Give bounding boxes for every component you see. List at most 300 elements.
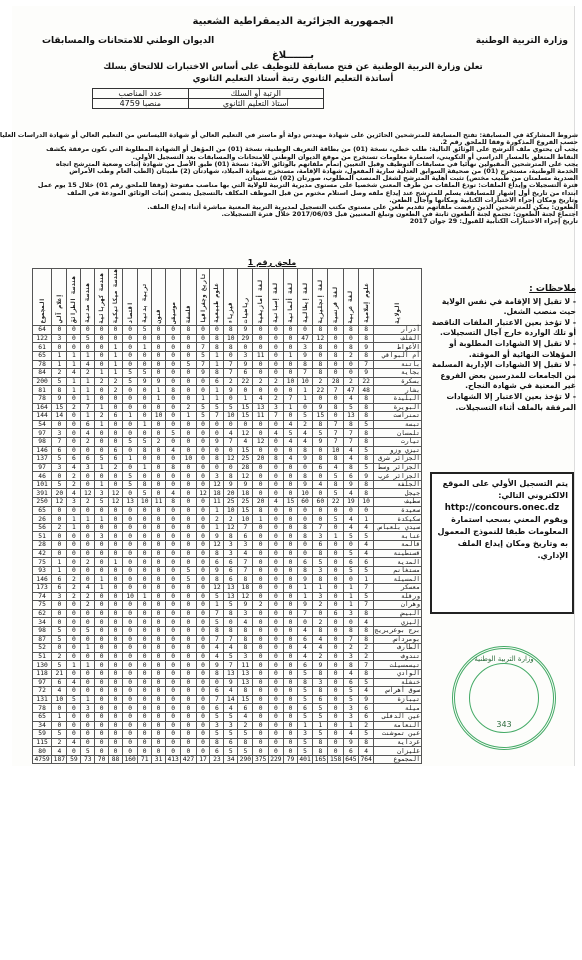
table-cell: 15 — [284, 498, 298, 507]
table-cell: 0 — [67, 566, 81, 575]
table-cell: 0 — [122, 420, 137, 429]
province-cell: النعامة — [374, 721, 422, 730]
table-cell: 12 — [238, 429, 253, 438]
table-cell: 0 — [138, 652, 152, 661]
province-cell: سكيكدة — [374, 515, 422, 524]
province-cell: البيض — [374, 609, 422, 618]
column-header: علوم طبيعية — [210, 269, 224, 326]
table-cell: 0 — [210, 463, 224, 472]
table-cell: 0 — [253, 730, 268, 739]
table-cell: 0 — [138, 403, 152, 412]
table-cell: 0 — [166, 394, 181, 403]
table-cell: 8 — [166, 463, 181, 472]
table-cell: 0 — [268, 532, 283, 541]
table-cell: 3 — [224, 721, 238, 730]
table-row — [33, 437, 422, 446]
table-cell: 0 — [284, 652, 298, 661]
table-cell: 0 — [138, 738, 152, 747]
table-cell: 0 — [152, 695, 166, 704]
table-cell: 0 — [196, 635, 210, 644]
table-cell: 0 — [67, 635, 81, 644]
table-row — [33, 618, 422, 627]
province-cell: الجزائر شرق — [374, 455, 422, 464]
table-cell: 18 — [238, 584, 253, 593]
table-cell: 8 — [313, 626, 328, 635]
total-row — [33, 755, 422, 764]
table-cell: 5 — [328, 472, 343, 481]
table-cell: 0 — [253, 343, 268, 352]
table-cell: 22 — [359, 377, 374, 386]
table-cell: 0 — [95, 730, 109, 739]
province-cell: المدية — [374, 558, 422, 567]
table-cell: 0 — [284, 609, 298, 618]
table-cell: 0 — [166, 661, 181, 670]
province-cell: عين تموشنت — [374, 730, 422, 739]
table-cell: 0 — [181, 618, 196, 627]
column-header: فيزياء — [224, 269, 238, 326]
table-cell: 4 — [297, 652, 312, 661]
table-cell: 0 — [297, 541, 312, 550]
table-cell: 0 — [81, 618, 95, 627]
table-cell: 4 — [81, 360, 95, 369]
table-cell: 2 — [181, 403, 196, 412]
table-cell: 0 — [166, 334, 181, 343]
table-cell: 0 — [196, 446, 210, 455]
table-cell: 11 — [253, 412, 268, 421]
table-cell: 0 — [268, 609, 283, 618]
table-cell: 158 — [329, 756, 342, 764]
table-cell: 3 — [313, 678, 328, 687]
table-cell: 18 — [210, 489, 224, 498]
table-cell: 0 — [152, 558, 166, 567]
table-cell: 0 — [152, 420, 166, 429]
table-cell: 0 — [181, 377, 196, 386]
table-cell: 9 — [313, 403, 328, 412]
table-cell: 0 — [166, 360, 181, 369]
table-cell: 5 — [122, 472, 137, 481]
table-cell: 0 — [268, 575, 283, 584]
table-cell: 0 — [52, 472, 67, 481]
province-cell: بومرداس — [374, 635, 422, 644]
table-cell: 0 — [166, 480, 181, 489]
table-cell: 4 — [343, 455, 358, 464]
registration-url[interactable]: http://concours.onec.dz — [444, 503, 560, 513]
table-cell: 74 — [33, 592, 52, 601]
table-cell: 4 — [81, 584, 95, 593]
province-cell: البويرة — [374, 403, 422, 412]
table-cell: 6 — [52, 584, 67, 593]
table-cell: 0 — [152, 403, 166, 412]
table-cell: 4 — [343, 515, 358, 524]
table-cell: 0 — [253, 472, 268, 481]
table-cell: 60 — [313, 498, 328, 507]
column-header: لغة فرنسية — [328, 269, 343, 326]
table-cell: 60 — [297, 498, 312, 507]
table-cell: 0 — [122, 584, 137, 593]
table-cell: 0 — [284, 489, 298, 498]
table-cell: 0 — [181, 730, 196, 739]
table-cell: 0 — [67, 730, 81, 739]
table-cell: 290 — [239, 756, 252, 764]
conditions-line: تاريخ إجراء الاختبارات الكتابية للقبول: 29 جوان 2017 — [409, 217, 578, 226]
table-cell: 0 — [196, 609, 210, 618]
table-row — [33, 738, 422, 747]
table-cell: 200 — [33, 377, 52, 386]
table-cell: 0 — [166, 712, 181, 721]
stamp-number: 343 — [496, 720, 512, 729]
table-cell: 0 — [284, 549, 298, 558]
table-row — [33, 498, 422, 507]
table-cell: 2 — [359, 644, 374, 653]
table-cell: 0 — [138, 704, 152, 713]
table-row — [33, 601, 422, 610]
table-cell: 0 — [138, 669, 152, 678]
table-cell: 5 — [343, 532, 358, 541]
table-cell: 7 — [210, 695, 224, 704]
table-cell: 5 — [138, 326, 152, 335]
table-cell: 0 — [253, 687, 268, 696]
table-cell: 0 — [181, 661, 196, 670]
column-header: لغة ألمانية — [284, 269, 298, 326]
table-cell: 0 — [138, 730, 152, 739]
table-cell: 131 — [33, 695, 52, 704]
table-cell: 9 — [297, 455, 312, 464]
table-cell: 0 — [181, 747, 196, 756]
province-cell: بسكرة — [374, 377, 422, 386]
table-cell: 8 — [343, 463, 358, 472]
table-cell: 0 — [122, 669, 137, 678]
table-cell: 0 — [122, 549, 137, 558]
table-cell: 70 — [95, 755, 109, 764]
table-cell: 81 — [33, 386, 52, 395]
table-cell: 2 — [268, 377, 283, 386]
table-cell: 1 — [343, 721, 358, 730]
column-header: الولاية — [374, 269, 422, 326]
table-cell: 0 — [284, 334, 298, 343]
table-cell: 2 — [297, 420, 312, 429]
table-cell: 0 — [122, 343, 137, 352]
table-cell: 0 — [166, 738, 181, 747]
table-cell: 5 — [196, 403, 210, 412]
province-cell: تندوف — [374, 652, 422, 661]
table-cell: 9 — [138, 377, 152, 386]
table-cell: 1 — [81, 377, 95, 386]
table-cell: 4 — [67, 738, 81, 747]
table-cell: 12 — [224, 455, 238, 464]
table-cell: 0 — [109, 644, 123, 653]
table-cell: 71 — [138, 755, 152, 764]
table-cell: 0 — [138, 721, 152, 730]
table-cell: 0 — [253, 369, 268, 378]
column-header: رياضيات — [238, 269, 253, 326]
table-cell: 20 — [253, 455, 268, 464]
table-cell: 5 — [52, 730, 67, 739]
table-cell: 8 — [313, 343, 328, 352]
conditions-line: فترة التسجيلات وإيداع الملفات: تودع الملفات من طرف المعني شخصيا على مستوى مديرية التربية للولاية التي بها مناصب مفتوحة (وفقا للملحق رقم 01) خلال 15 يوم عمل — [37, 181, 578, 190]
table-cell: 0 — [166, 730, 181, 739]
table-cell: 10 — [359, 498, 374, 507]
table-cell: 4 — [81, 429, 95, 438]
table-cell: 0 — [122, 334, 137, 343]
table-cell: 0 — [122, 712, 137, 721]
table-cell: 0 — [268, 584, 283, 593]
table-cell: 0 — [328, 678, 343, 687]
table-cell: 0 — [284, 566, 298, 575]
document-sheet — [0, 6, 578, 766]
table-cell: 0 — [95, 351, 109, 360]
table-cell: 18 — [238, 489, 253, 498]
table-cell: 8 — [359, 334, 374, 343]
table-cell: 0 — [95, 712, 109, 721]
table-cell: 5 — [238, 747, 253, 756]
table-cell: 0 — [166, 326, 181, 335]
table-cell: 9 — [224, 386, 238, 395]
table-cell: 6 — [297, 635, 312, 644]
table-cell: 8 — [224, 532, 238, 541]
table-cell: 0 — [284, 369, 298, 378]
table-cell: 7 — [328, 386, 343, 395]
conditions-line: وتاريخ ومكان إجراء الاختبارات الكتابية ومكانها وآجال الطعن. — [389, 195, 578, 204]
table-cell: 2 — [52, 369, 67, 378]
table-cell: 0 — [122, 429, 137, 438]
table-cell: 0 — [181, 394, 196, 403]
table-cell: 1 — [67, 360, 81, 369]
table-cell: 146 — [33, 575, 52, 584]
column-header: لغة إيطالية — [297, 269, 312, 326]
table-cell: 52 — [33, 644, 52, 653]
table-cell: 28 — [238, 463, 253, 472]
province-cell: الجلفة — [374, 480, 422, 489]
table-cell: 0 — [181, 386, 196, 395]
table-cell: 0 — [109, 678, 123, 687]
table-cell: 6 — [81, 420, 95, 429]
table-cell: 0 — [166, 695, 181, 704]
table-cell: 0 — [210, 326, 224, 335]
table-cell: 5 — [181, 575, 196, 584]
table-cell: 1 — [95, 515, 109, 524]
table-cell: 1 — [313, 721, 328, 730]
table-cell: 0 — [328, 747, 343, 756]
province-cell: غرداية — [374, 738, 422, 747]
table-cell: 54 — [33, 420, 52, 429]
table-cell: 2 — [152, 437, 166, 446]
table-cell: 0 — [166, 403, 181, 412]
table-cell: 1 — [95, 403, 109, 412]
table-cell: 0 — [181, 592, 196, 601]
province-cell: ورقلة — [374, 592, 422, 601]
table-cell: 0 — [109, 712, 123, 721]
table-cell: 1 — [152, 394, 166, 403]
table-cell: 0 — [122, 704, 137, 713]
table-cell: 78 — [33, 360, 52, 369]
table-cell: 7 — [224, 437, 238, 446]
conditions-line: النقاط المتعلق بالمسار الدراسي أو التكويني، استمارة معلومات تستخرج من موقع الديوان الوطني للامتحانات والمسابقات بعد التسجيل الأولي. — [132, 152, 578, 161]
note-item: - لا تقبل إلا الإقامة في نفس الولاية حيث منصب الشغل. — [441, 296, 576, 317]
table-cell: 11 — [238, 661, 253, 670]
table-cell: 0 — [268, 601, 283, 610]
table-cell: 5 — [328, 515, 343, 524]
column-header: هندسة كهربائية — [95, 269, 109, 326]
table-cell: 4 — [268, 429, 283, 438]
table-cell: 9 — [210, 661, 224, 670]
table-cell: 4 — [328, 463, 343, 472]
table-row — [33, 687, 422, 696]
table-cell: 0 — [109, 601, 123, 610]
table-cell: 0 — [109, 661, 123, 670]
table-cell: 73 — [81, 755, 95, 764]
table-cell: 4 — [253, 394, 268, 403]
table-cell: 0 — [138, 506, 152, 515]
table-cell: 8 — [166, 498, 181, 507]
table-cell: 0 — [109, 506, 123, 515]
table-cell: 0 — [67, 446, 81, 455]
table-cell: 87 — [33, 635, 52, 644]
table-cell: 25 — [238, 498, 253, 507]
table-cell: 5 — [297, 669, 312, 678]
table-cell: 0 — [122, 446, 137, 455]
table-cell: 0 — [95, 360, 109, 369]
table-cell: 2 — [95, 377, 109, 386]
table-cell: 0 — [95, 609, 109, 618]
column-header: لغة أمازيغية — [253, 269, 268, 326]
table-cell: 0 — [95, 747, 109, 756]
table-cell: 8 — [224, 626, 238, 635]
table-cell: 5 — [210, 730, 224, 739]
table-cell: 14 — [52, 412, 67, 421]
table-cell: 0 — [122, 523, 137, 532]
province-cell: وهران — [374, 601, 422, 610]
column-header: تربية بدنية — [138, 269, 152, 326]
table-cell: 4 — [67, 463, 81, 472]
table-cell: 0 — [268, 669, 283, 678]
table-cell: 25 — [238, 455, 253, 464]
table-cell: 0 — [52, 420, 67, 429]
table-cell: 7 — [238, 558, 253, 567]
table-cell: 0 — [268, 523, 283, 532]
table-cell: 9 — [297, 601, 312, 610]
table-cell: 0 — [253, 446, 268, 455]
table-cell: 8 — [297, 446, 312, 455]
table-cell: 0 — [343, 575, 358, 584]
table-cell: 4 — [284, 455, 298, 464]
table-cell: 11 — [210, 498, 224, 507]
table-cell: 4 — [343, 523, 358, 532]
table-cell: 0 — [152, 489, 166, 498]
table-cell: 8 — [328, 455, 343, 464]
annex-title: ملحق رقم 1 — [247, 258, 297, 267]
table-cell: 0 — [284, 343, 298, 352]
table-cell: 0 — [284, 738, 298, 747]
table-cell: 1 — [52, 712, 67, 721]
table-cell: 0 — [166, 506, 181, 515]
table-cell: 0 — [196, 721, 210, 730]
table-cell: 0 — [152, 549, 166, 558]
table-cell: 5 — [224, 652, 238, 661]
table-cell: 0 — [268, 515, 283, 524]
table-cell: 0 — [181, 678, 196, 687]
table-cell: 8 — [181, 326, 196, 335]
table-cell: 7 — [359, 661, 374, 670]
table-cell: 8 — [359, 480, 374, 489]
table-cell: 0 — [268, 369, 283, 378]
table-cell: 0 — [253, 386, 268, 395]
table-cell: 0 — [152, 515, 166, 524]
conditions-line: شروط المشاركة في المسابقة: تفتح المسابقة للمترشحين الحائزين على شهادة مهندس دولة أو ماستر في التعليم العالي أو شهادة الليسانس من التعليم العالي أو شهادة الدراسات العليا — [0, 131, 578, 139]
table-cell: 28 — [328, 377, 343, 386]
table-cell: 0 — [95, 704, 109, 713]
table-cell: 0 — [109, 738, 123, 747]
table-cell: 0 — [152, 618, 166, 627]
table-cell: 8 — [343, 343, 358, 352]
table-cell: 10 — [224, 334, 238, 343]
table-cell: 8 — [328, 403, 343, 412]
table-cell: 0 — [181, 644, 196, 653]
table-cell: 10 — [224, 412, 238, 421]
table-cell: 5 — [313, 712, 328, 721]
table-cell: 47 — [297, 334, 312, 343]
table-cell: 0 — [138, 334, 152, 343]
table-cell: 0 — [224, 420, 238, 429]
table-cell: 12 — [238, 592, 253, 601]
table-cell: 0 — [122, 541, 137, 550]
table-cell: 5 — [122, 369, 137, 378]
note-item: - لا تؤخذ بعين الاعتبار إلا الشهادات المرفقة بالملف أثناء التسجيلات. — [446, 391, 576, 412]
table-cell: 7 — [328, 437, 343, 446]
province-cell: تيبازة — [374, 695, 422, 704]
table-cell: 4 — [224, 687, 238, 696]
table-cell: 6 — [359, 558, 374, 567]
table-cell: 0 — [109, 626, 123, 635]
table-cell: 0 — [166, 566, 181, 575]
table-cell: 8 — [313, 360, 328, 369]
table-cell: 0 — [181, 652, 196, 661]
table-cell: 0 — [268, 695, 283, 704]
table-cell: 9 — [238, 360, 253, 369]
province-cell: تلمسان — [374, 429, 422, 438]
table-cell: 0 — [81, 532, 95, 541]
table-cell: 8 — [297, 678, 312, 687]
table-cell: 0 — [268, 678, 283, 687]
table-cell: 0 — [166, 704, 181, 713]
stamp-text: وزارة التربية الوطنية — [474, 655, 534, 663]
table-cell: 4 — [224, 429, 238, 438]
table-cell: 10 — [138, 498, 152, 507]
table-cell: 0 — [313, 351, 328, 360]
table-cell: 8 — [238, 687, 253, 696]
table-cell: 0 — [181, 498, 196, 507]
table-cell: 0 — [238, 386, 253, 395]
table-cell: 0 — [166, 644, 181, 653]
table-cell: 0 — [284, 558, 298, 567]
table-cell: 4 — [313, 644, 328, 653]
table-cell: 42 — [33, 549, 52, 558]
table-cell: 0 — [67, 618, 81, 627]
column-header: هندسة ميكانيكية — [109, 269, 123, 326]
table-cell: 0 — [152, 463, 166, 472]
table-row — [33, 377, 422, 386]
table-cell: 6 — [297, 558, 312, 567]
table-cell: 5 — [67, 695, 81, 704]
table-cell: 0 — [166, 678, 181, 687]
table-cell: 0 — [138, 549, 152, 558]
table-cell: 4 — [343, 446, 358, 455]
province-cell: برج بوعريريج — [374, 627, 420, 635]
table-cell: 13 — [343, 412, 358, 421]
table-cell: 0 — [297, 618, 312, 627]
table-cell: 8 — [238, 738, 253, 747]
table-cell: 10 — [52, 695, 67, 704]
table-cell: 13 — [238, 678, 253, 687]
